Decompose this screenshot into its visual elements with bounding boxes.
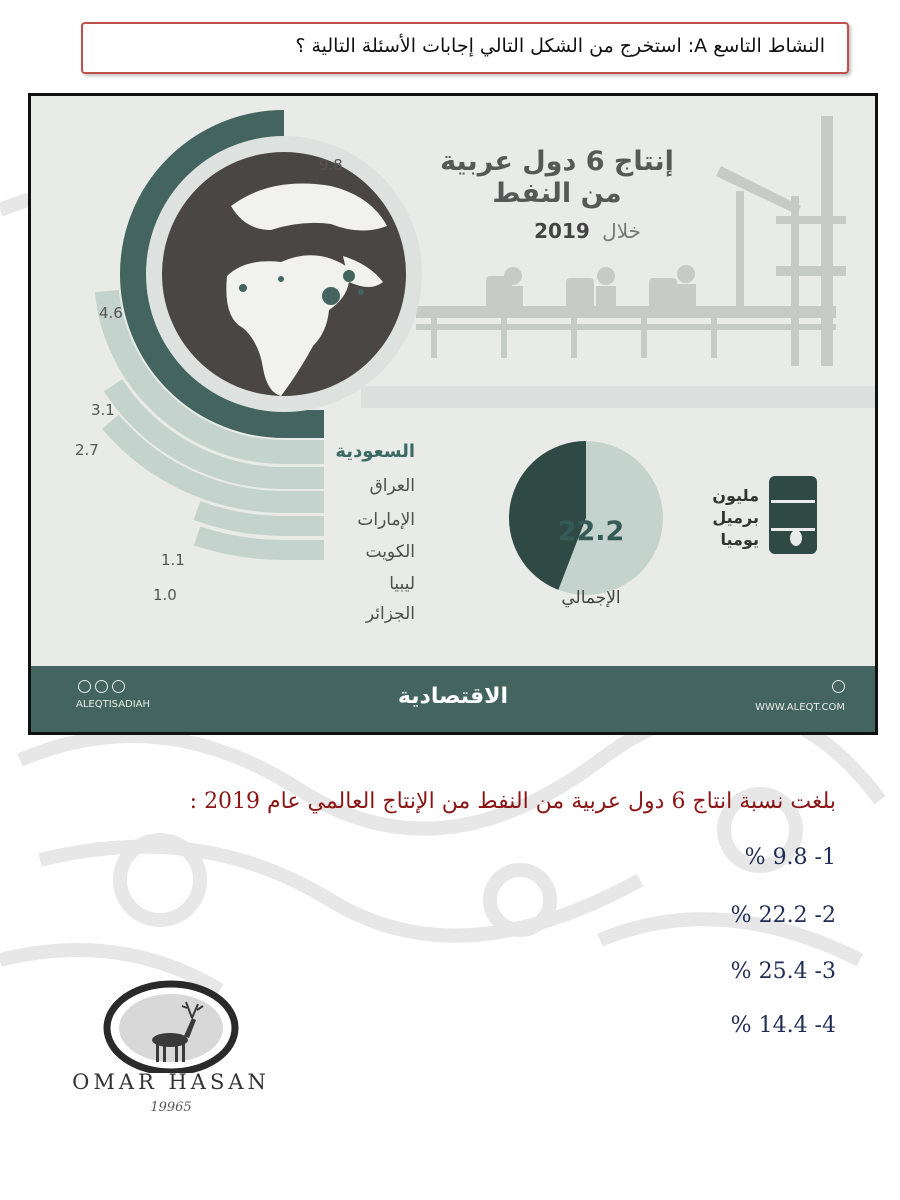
answer-option-3[interactable]: 3- 25.4 % xyxy=(730,959,836,984)
unit-label xyxy=(699,485,759,551)
question-text: بلغت نسبة انتاج 6 دول عربية من النفط من الإنتاج العالمي عام 2019 : xyxy=(189,789,836,814)
globe-icon xyxy=(146,136,422,412)
logo-name: OMAR HASAN xyxy=(72,1070,270,1094)
infographic-subtitle xyxy=(534,219,641,243)
country-label-algeria: الجزائر xyxy=(365,604,415,624)
website-group xyxy=(755,680,845,713)
author-logo xyxy=(46,978,296,1128)
brand-logo-text: الاقتصادية xyxy=(397,684,509,709)
value-label-algeria: 1.0 xyxy=(153,586,177,604)
oil-production-infographic xyxy=(28,93,878,735)
arc-5 xyxy=(197,536,324,550)
value-label-iraq: 4.6 xyxy=(99,304,123,322)
country-label-iraq: العراق xyxy=(369,476,415,496)
website-text: WWW.ALEQT.COM xyxy=(755,702,845,713)
answer-option-2[interactable]: 2- 22.2 % xyxy=(730,903,836,928)
oil-barrel-icon xyxy=(769,476,817,554)
activity-title: النشاط التاسع A: استخرج من الشكل التالي إجابات الأسئلة التالية ؟ xyxy=(295,35,825,57)
country-label-saudi: السعودية xyxy=(335,441,415,462)
social-handle: ALEQTISADIAH xyxy=(76,699,151,710)
answer-option-1[interactable]: 1- 9.8 % xyxy=(744,845,836,870)
value-label-kuwait: 2.7 xyxy=(75,441,99,459)
subtitle-prefix: خلال xyxy=(602,219,641,243)
value-label-saudi: 9.8 xyxy=(319,156,343,174)
unit-line-1: مليون xyxy=(712,486,759,505)
total-label: الإجمالي xyxy=(561,588,621,608)
activity-header-box xyxy=(81,22,849,74)
infographic-title xyxy=(437,146,677,210)
value-label-libya: 1.1 xyxy=(161,551,185,569)
answer-option-4[interactable]: 4- 14.4 % xyxy=(730,1013,836,1038)
infographic-footer xyxy=(31,666,875,732)
value-label-uae: 3.1 xyxy=(91,401,115,419)
subtitle-year: 2019 xyxy=(534,219,590,243)
title-line-2: من النفط xyxy=(492,178,622,209)
stag-emblem-icon xyxy=(46,978,296,1073)
title-line-1: إنتاج 6 دول عربية xyxy=(440,146,674,177)
country-label-uae: الإمارات xyxy=(357,510,415,530)
logo-number: 19965 xyxy=(150,1100,192,1115)
total-value: 22.2 xyxy=(557,516,625,547)
globe-small-icon xyxy=(832,680,845,693)
unit-line-2: برميل xyxy=(712,508,759,527)
country-label-libya: ليبيا xyxy=(389,574,415,594)
unit-line-3: يوميا xyxy=(720,530,759,549)
country-label-kuwait: الكويت xyxy=(365,542,415,562)
